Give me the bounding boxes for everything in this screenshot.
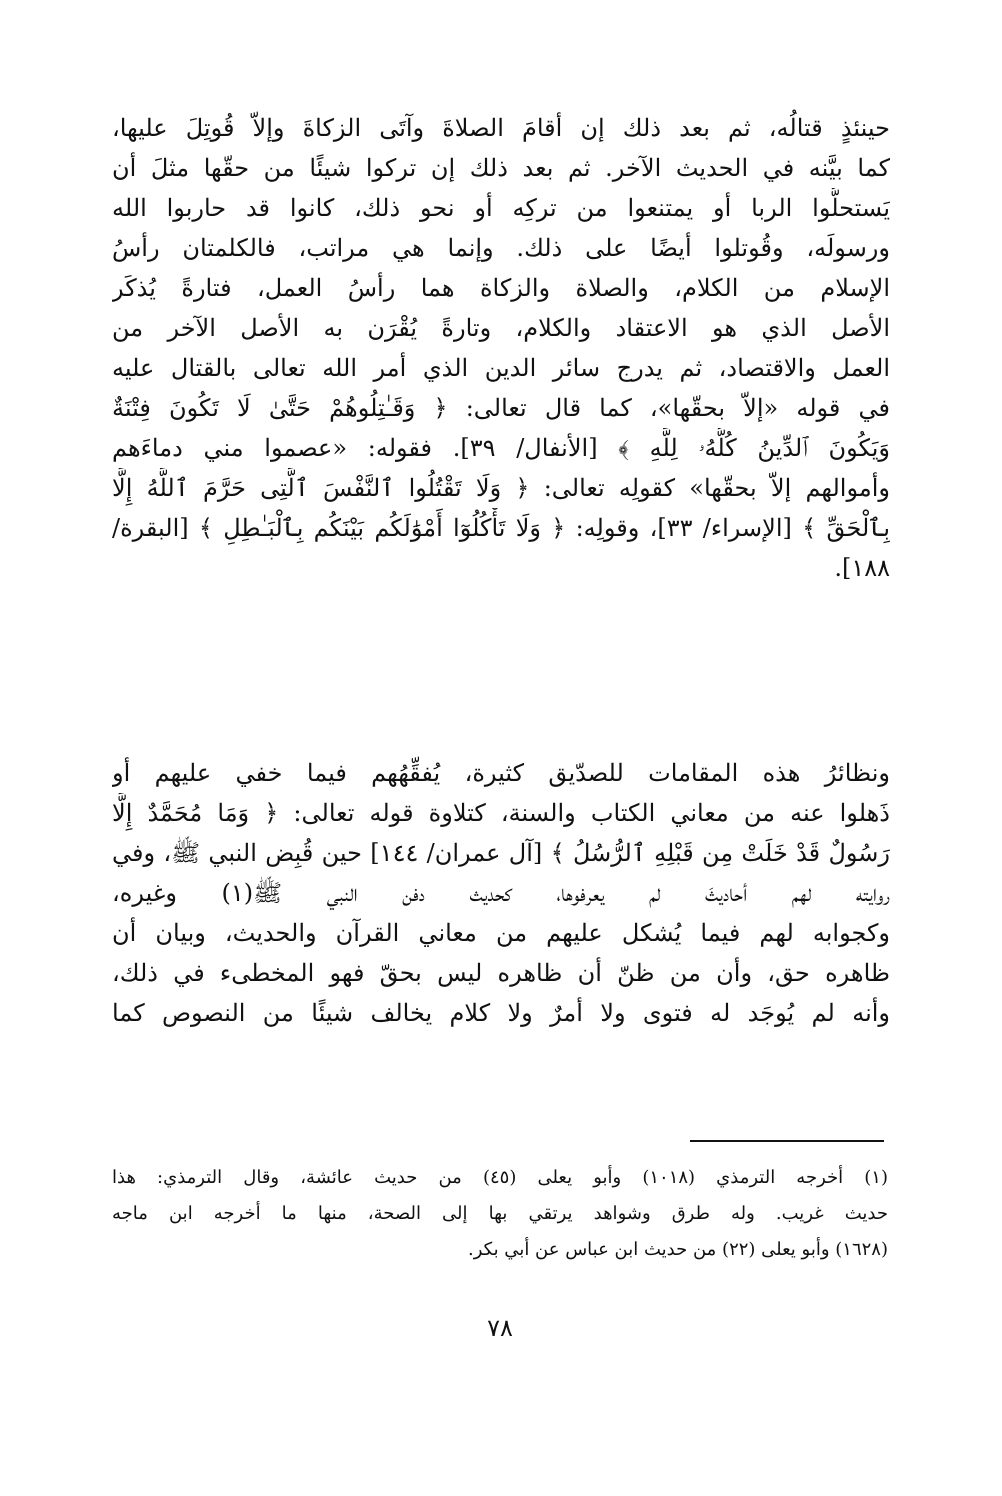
text-line: وكجوابه لهم فيما يُشكل عليهم من معاني القرآن والحديث، وبيان أن — [112, 919, 890, 947]
footnote-line: حديث غريب. وله طرق وشواهد يرتقي بها إلى الصحة، منها ما أخرجه ابن ماجه — [112, 1203, 888, 1224]
text-line: ظاهره حق، وأن من ظنّ أن ظاهره ليس بحقّ فهو المخطىء في ذلك، — [112, 959, 890, 987]
paragraph-2 — [112, 753, 890, 1033]
text-line: وأنه لم يُوجَد له فتوى ولا أمرٌ ولا كلام يخالف شيئًا من النصوص كما — [112, 999, 890, 1027]
text-line: حينئذٍ قتالُه، ثم بعد ذلك إن أقامَ الصلاةَ وآتَى الزكاةَ وإلاّ قُوتِلَ عليها، — [112, 114, 890, 142]
page-number: ٧٨ — [487, 1314, 513, 1342]
footnote-line: (١) أخرجه الترمذي (١٠١٨) وأبو يعلى (٤٥) من حديث عائشة، وقال الترمذي: هذا — [112, 1167, 888, 1188]
paragraph-1 — [112, 108, 890, 588]
text-line-with-quran-verse: ذَهلوا عنه من معاني الكتاب والسنة، كتلاوة قوله تعالى: ﴿ وَمَا مُحَمَّدٌ إِلَّا — [112, 799, 890, 827]
text-line-with-footnote-marker: روايته لهم أحاديثَ لم يعرفوها، كحديث دفن النبي ﷺ(١) وغيره، — [112, 879, 890, 907]
text-line: ١٨٨]. — [834, 554, 890, 582]
text-line: الإسلام من الكلام، والصلاة والزكاة هما رأسُ العمل، فتارةً يُذكَر — [112, 274, 890, 302]
text-line-with-quran-verse: وأموالهم إلاّ بحقّها» كقولِه تعالى: ﴿ وَلَا تَقْتُلُوا ٱلنَّفْسَ ٱلَّتِى حَرَّمَ ٱللَّهُ إِلَّا — [112, 474, 890, 502]
text-line-with-quran-verse: وَيَكُونَ ٱلدِّينُ كُلُّهُۥ لِلَّهِ ﴾ [الأنفال/ ٣٩]. فقوله: «عصموا مني دماءَهم — [112, 434, 890, 462]
text-line: العمل والاقتصاد، ثم يدرج سائر الدين الذي أمر الله تعالى بالقتال عليه — [112, 354, 890, 382]
text-line: يَستحلُّوا الربا أو يمتنعوا من تركِه أو نحو ذلك، كانوا قد حاربوا الله — [112, 194, 890, 222]
text-line: كما بيَّنه في الحديث الآخر. ثم بعد ذلك إن تركوا شيئًا من حقّها مثلَ أن — [112, 154, 890, 182]
text-line: ونظائرُ هذه المقامات للصدّيق كثيرة، يُفقِّهُهم فيما خفي عليهم أو — [112, 759, 890, 787]
footnotes — [112, 1160, 888, 1268]
text-line-with-quran-verse: رَسُولٌ قَدْ خَلَتْ مِن قَبْلِهِ ٱلرُّسُلُ ﴾ [آل عمران/ ١٤٤] حين قُبِض النبي ﷺ، وفي — [112, 839, 890, 867]
footnote-line: (١٦٢٨) وأبو يعلى (٢٢) من حديث ابن عباس عن أبي بكر. — [467, 1239, 888, 1260]
text-line: الأصل الذي هو الاعتقاد والكلام، وتارةً يُقْرَن به الأصل الآخر من — [112, 314, 890, 342]
text-line-with-quran-verse: بِٱلْحَقِّ ﴾ [الإسراء/ ٣٣]، وقولِه: ﴿ وَلَا تَأْكُلُوٓا أَمْوَٰلَكُم بَيْنَكُم بِٱلْبَـٰطِلِ ﴾ [البقرة/ — [112, 514, 890, 542]
text-line: ورسولَه، وقُوتلوا أيضًا على ذلك. وإنما هي مراتب، فالكلمتان رأسُ — [112, 234, 890, 262]
footnote-separator — [690, 1140, 884, 1142]
text-line-with-quran-verse: في قوله «إلاّ بحقّها»، كما قال تعالى: ﴿ وَقَـٰتِلُوهُمْ حَتَّىٰ لَا تَكُونَ فِتْنَةٌ — [112, 394, 890, 422]
